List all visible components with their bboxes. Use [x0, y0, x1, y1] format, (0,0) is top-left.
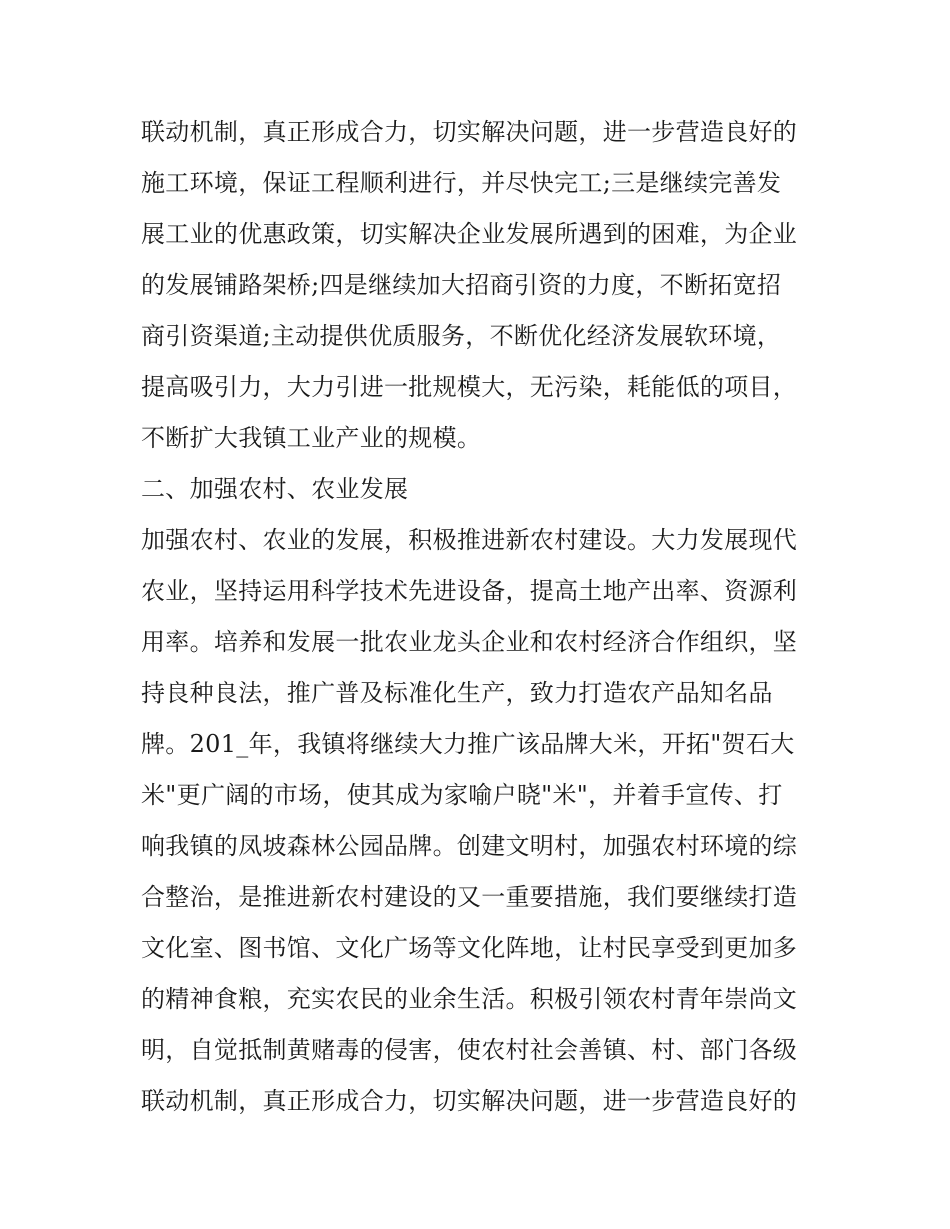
text-line: 联动机制，真正形成合力，切实解决问题，进一步营造良好的 [141, 118, 798, 146]
text-line: 联动机制，真正形成合力，切实解决问题，进一步营造良好的 [141, 1087, 798, 1115]
text-line: 商引资渠道;主动提供优质服务，不断优化经济发展软环境， [141, 322, 782, 350]
text-line: 施工环境，保证工程顺利进行，并尽快完工;三是继续完善发 [141, 169, 782, 197]
text-line: 响我镇的凤坡森林公园品牌。创建文明村，加强农村环境的综 [141, 832, 798, 860]
text-line: 合整治，是推进新农村建设的又一重要措施，我们要继续打造 [141, 883, 798, 911]
text-line: 明，自觉抵制黄赌毒的侵害，使农村社会善镇、村、部门各级 [141, 1036, 798, 1064]
text-line: 展工业的优惠政策，切实解决企业发展所遇到的困难，为企业 [141, 220, 798, 248]
text-line: 加强农村、农业的发展，积极推进新农村建设。大力发展现代 [141, 526, 798, 554]
text-line: 提高吸引力，大力引进一批规模大，无污染，耗能低的项目， [141, 373, 798, 401]
text-line: 农业，坚持运用科学技术先进设备，提高土地产出率、资源利 [141, 577, 798, 605]
text-line: 不断扩大我镇工业产业的规模。 [141, 424, 482, 452]
text-line: 的发展铺路架桥;四是继续加大招商引资的力度，不断拓宽招 [141, 271, 782, 299]
document-body [141, 107, 821, 1127]
text-line: 用率。培养和发展一批农业龙头企业和农村经济合作组织，坚 [141, 628, 798, 656]
text-line: 的精神食粮，充实农民的业余生活。积极引领农村青年崇尚文 [141, 985, 798, 1013]
text-line: 牌。201_年，我镇将继续大力推广该品牌大米，开拓"贺石大 [141, 730, 795, 758]
text-line: 文化室、图书馆、文化广场等文化阵地，让村民享受到更加多 [141, 934, 798, 962]
section-heading: 二、加强农村、农业发展 [141, 475, 409, 503]
text-line: 米"更广阔的市场，使其成为家喻户晓"米"，并着手宣传、打 [141, 781, 783, 809]
text-line: 持良种良法，推广普及标准化生产，致力打造农产品知名品 [141, 679, 773, 707]
